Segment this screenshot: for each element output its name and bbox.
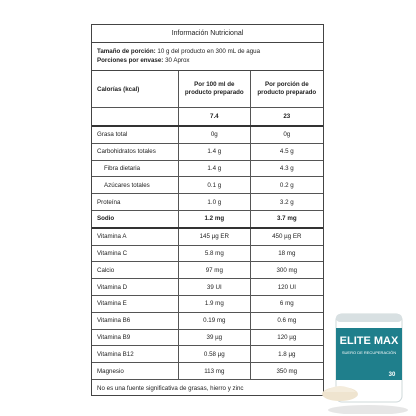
table-header-row <box>92 71 323 108</box>
nutrient-per-100ml: 1.9 mg <box>179 295 251 312</box>
serving-info <box>92 43 323 71</box>
nutrient-row <box>92 210 323 227</box>
nutrient-per-serving: 0.6 mg <box>250 312 323 329</box>
nutrient-per-serving: 1.8 µg <box>250 346 323 363</box>
nutrient-label: Vitamina D <box>92 279 179 296</box>
nutrient-per-serving: 0.2 g <box>250 177 323 194</box>
nutrient-per-100ml: 0.1 g <box>179 177 251 194</box>
nutrient-row <box>92 177 323 194</box>
nutrient-row <box>92 245 323 262</box>
nutrition-table <box>92 71 323 380</box>
nutrient-per-serving: 350 mg <box>250 363 323 380</box>
calories-per-serving: 23 <box>250 108 323 127</box>
nutrient-per-100ml: 39 UI <box>179 279 251 296</box>
nutrient-per-100ml: 145 µg ER <box>179 228 251 245</box>
nutrient-per-serving: 6 mg <box>250 295 323 312</box>
nutrient-label: Fibra dietaria <box>92 160 179 177</box>
nutrient-per-100ml: 1.4 g <box>179 143 251 160</box>
nutrient-per-100ml: 1.0 g <box>179 194 251 211</box>
product-image <box>318 310 410 414</box>
nutrient-per-100ml: 1.2 mg <box>179 210 251 227</box>
nutrient-per-100ml: 39 µg <box>179 329 251 346</box>
nutrient-per-serving: 3.7 mg <box>250 210 323 227</box>
nutrition-facts-panel <box>91 24 324 396</box>
calories-label: Calorías (kcal) <box>92 71 179 108</box>
nutrient-row <box>92 295 323 312</box>
footnote: No es una fuente significativa de grasas, hierro y zinc <box>97 384 244 392</box>
nutrient-label: Sodio <box>92 210 179 227</box>
nutrient-row <box>92 279 323 296</box>
nutrient-row <box>92 160 323 177</box>
nutrient-row <box>92 194 323 211</box>
nutrient-row <box>92 363 323 380</box>
nutrient-per-serving: 4.5 g <box>250 143 323 160</box>
nutrient-row <box>92 143 323 160</box>
nutrient-per-100ml: 0.19 mg <box>179 312 251 329</box>
nutrient-label: Vitamina B6 <box>92 312 179 329</box>
nutrient-per-serving: 3.2 g <box>250 194 323 211</box>
calories-per-100ml: 7.4 <box>179 108 251 127</box>
column-header-per-serving: Por porción de producto preparado <box>250 71 323 108</box>
nutrient-label: Calcio <box>92 262 179 279</box>
nutrient-per-100ml: 1.4 g <box>179 160 251 177</box>
nutrient-label: Vitamina E <box>92 295 179 312</box>
nutrient-label: Magnesio <box>92 363 179 380</box>
product-subtitle: SUERO DE RECUPERACIÓN <box>341 350 397 355</box>
nutrient-row <box>92 329 323 346</box>
nutrient-per-serving: 120 µg <box>250 329 323 346</box>
nutrient-label: Azúcares totales <box>92 177 179 194</box>
nutrient-per-100ml: 113 mg <box>179 363 251 380</box>
product-brand: ELITE MAX <box>339 335 399 347</box>
nutrient-row <box>92 228 323 245</box>
nutrient-per-100ml: 0.58 µg <box>179 346 251 363</box>
nutrient-per-serving: 120 UI <box>250 279 323 296</box>
product-count: 30 <box>388 372 396 378</box>
nutrient-row <box>92 262 323 279</box>
serving-size: Tamaño de porción: 10 g del producto en 300 mL de agua <box>97 48 261 55</box>
nutrient-label: Vitamina B12 <box>92 346 179 363</box>
nutrient-label: Vitamina C <box>92 245 179 262</box>
panel-title: Información Nutricional <box>92 25 323 43</box>
nutrient-row <box>92 346 323 363</box>
column-header-per-100ml: Por 100 ml de producto preparado <box>179 71 251 108</box>
nutrient-label: Proteína <box>92 194 179 211</box>
nutrient-per-100ml: 97 mg <box>179 262 251 279</box>
nutrient-per-100ml: 0g <box>179 126 251 143</box>
servings-per-container: Porciones por envase: 30 Aprox <box>97 57 190 64</box>
nutrient-label: Carbohidratos totales <box>92 143 179 160</box>
calories-row <box>92 108 323 127</box>
nutrient-per-100ml: 5.8 mg <box>179 245 251 262</box>
nutrient-per-serving: 0g <box>250 126 323 143</box>
nutrient-per-serving: 450 µg ER <box>250 228 323 245</box>
nutrient-label: Vitamina A <box>92 228 179 245</box>
nutrient-row <box>92 126 323 143</box>
nutrient-label: Grasa total <box>92 126 179 143</box>
nutrient-per-serving: 4.3 g <box>250 160 323 177</box>
nutrient-row <box>92 312 323 329</box>
nutrient-label: Vitamina B9 <box>92 329 179 346</box>
nutrient-per-serving: 18 mg <box>250 245 323 262</box>
nutrient-per-serving: 300 mg <box>250 262 323 279</box>
